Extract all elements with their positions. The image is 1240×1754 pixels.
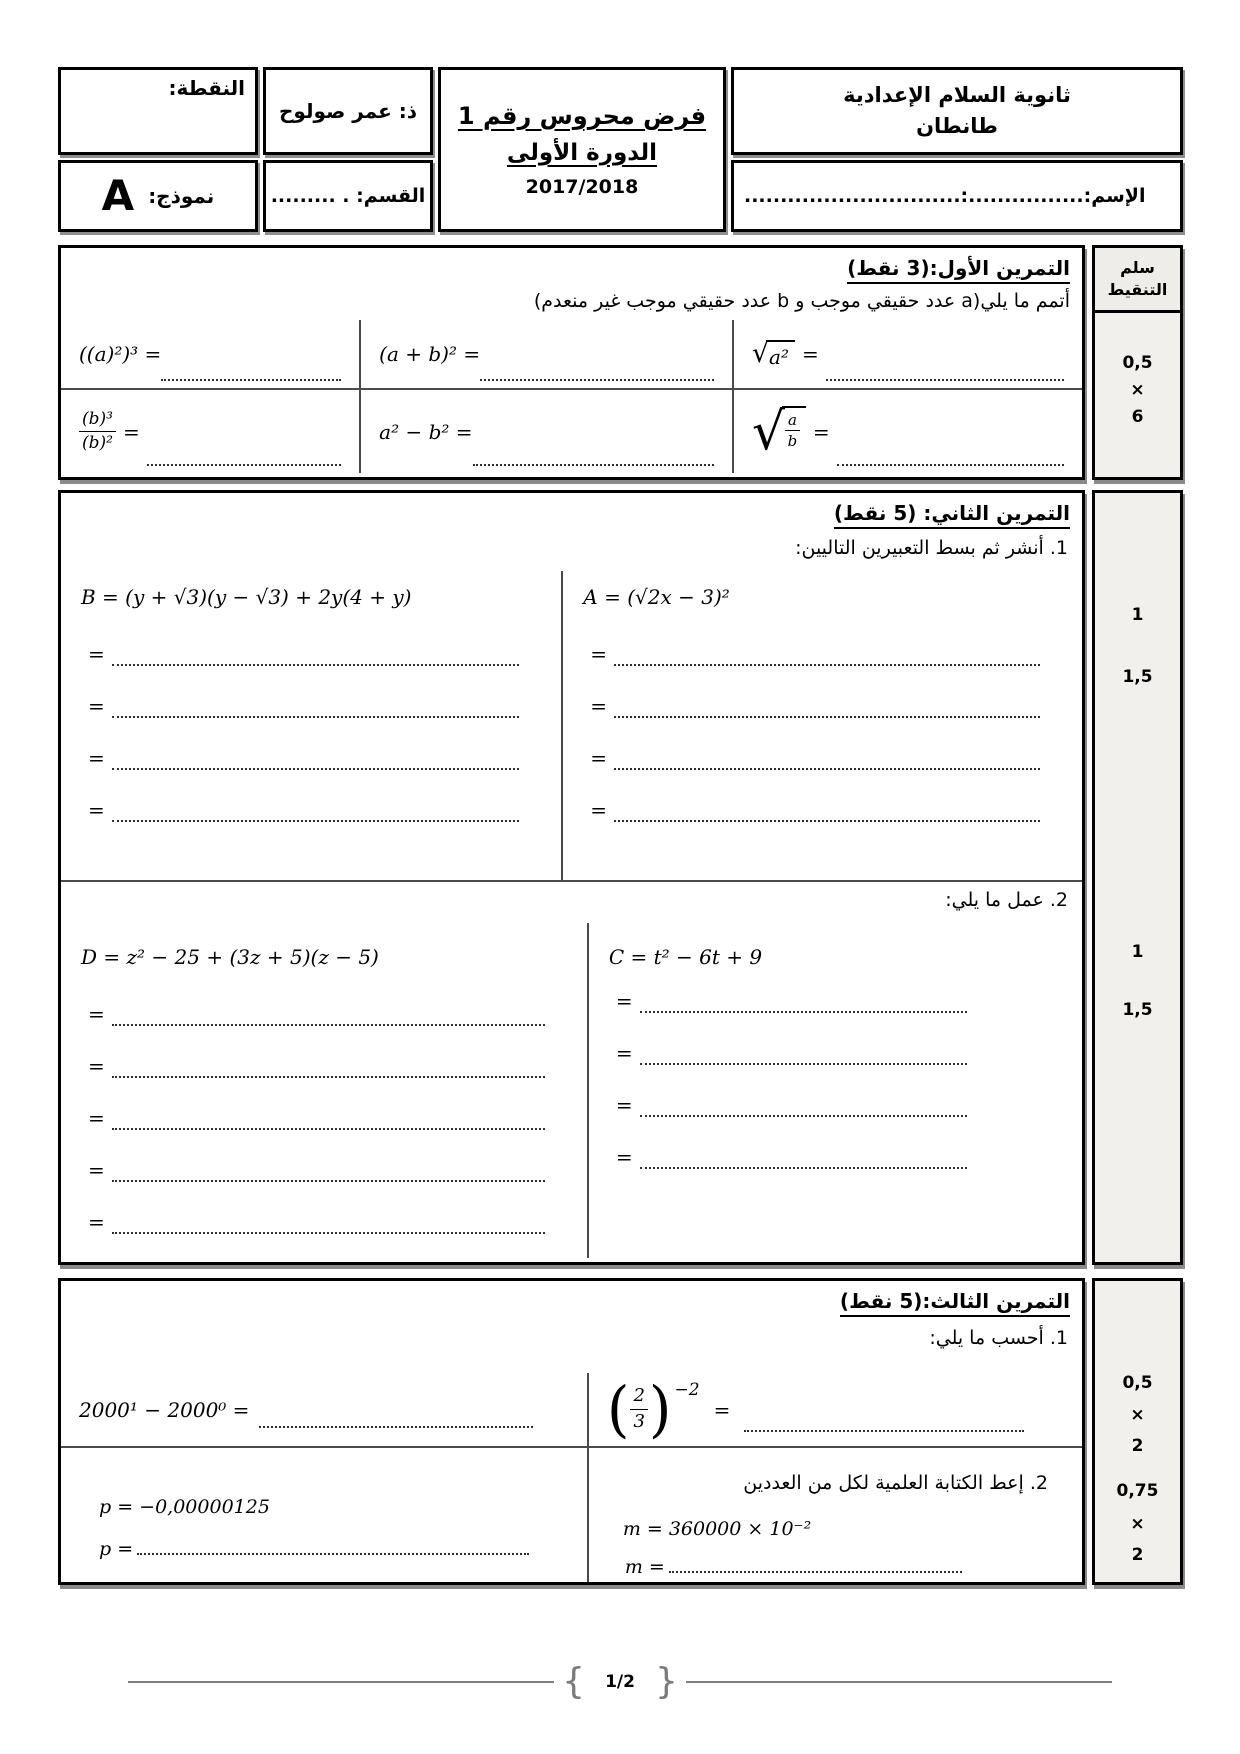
exercise-1-title: التمرين الأول:(3 نقط) [847, 256, 1070, 284]
equals-sign: = [88, 746, 105, 770]
answer-line[interactable] [609, 1041, 1062, 1072]
answer-line[interactable] [81, 1054, 567, 1085]
answer-line[interactable] [609, 989, 1062, 1020]
footer-brace-left: { [562, 1661, 586, 1702]
answer-dots[interactable] [112, 762, 520, 770]
exponent: −2 [674, 1380, 700, 1401]
model-value: A [101, 171, 135, 220]
answer-dots[interactable] [669, 1565, 962, 1573]
formula-power: ((a)²)³ = [79, 342, 162, 367]
expression-A-column [561, 571, 1082, 880]
answer-dots[interactable] [137, 1547, 529, 1555]
exercise-1-box [58, 245, 1085, 480]
p-column [61, 1446, 587, 1582]
fraction-numerator: a [785, 411, 800, 432]
answer-dots[interactable] [640, 1057, 967, 1065]
equals-sign: = [88, 798, 105, 822]
exercise-1-instruction: أتمم ما يلي(a عدد حقيقي موجب و b عدد حقيقي موجب غير منعدم) [533, 290, 1070, 312]
scale-value: 2 [1131, 1545, 1144, 1565]
answer-dots[interactable] [112, 1070, 545, 1078]
m-column [587, 1446, 1082, 1582]
answer-dots[interactable] [112, 710, 520, 718]
equals-sign: = [88, 694, 105, 718]
scale-value: 1,5 [1122, 667, 1153, 687]
equals-sign: = [615, 1093, 633, 1117]
answer-line[interactable] [583, 746, 1062, 777]
answer-dots[interactable] [480, 373, 714, 381]
radicand [782, 406, 806, 452]
class-label: القسم: . ......... [270, 185, 426, 207]
equals-sign: = [590, 642, 608, 666]
expression-B: B = (y + √3)(y − √3) + 2y(4 + y) [81, 585, 412, 609]
answer-line[interactable] [81, 1106, 567, 1137]
formula-cell[interactable] [734, 390, 1082, 473]
page-footer [128, 1661, 1112, 1702]
footer-brace-right: } [654, 1661, 678, 1702]
answer-dots[interactable] [614, 658, 1040, 666]
answer-dots[interactable] [826, 373, 1064, 381]
fraction-numerator: 2 [630, 1385, 647, 1410]
exam-title-cell [438, 67, 726, 232]
answer-dots[interactable] [112, 1226, 545, 1234]
answer-line[interactable] [609, 1145, 1062, 1176]
equals-sign: = [812, 419, 830, 444]
scale-value: 6 [1131, 407, 1144, 427]
equals-sign: = [615, 1145, 633, 1169]
multiply-sign: × [1130, 380, 1145, 400]
multiply-sign: × [1130, 1514, 1145, 1534]
footer-rule-left [128, 1681, 554, 1683]
answer-line[interactable] [625, 1556, 962, 1578]
formula-cell[interactable] [734, 320, 1082, 390]
equals-sign: = [713, 1397, 731, 1422]
answer-dots[interactable] [112, 1122, 545, 1130]
answer-dots[interactable] [112, 658, 520, 666]
exercise-3-row [58, 1278, 1183, 1585]
equals-sign: = [615, 989, 633, 1013]
sqrt-a2-formula [751, 337, 795, 369]
answer-dots[interactable] [112, 814, 520, 822]
radical-sign: √ [751, 337, 770, 369]
school-name-cell [731, 67, 1183, 155]
exam-title: فرض محروس رقم 1 [457, 101, 707, 130]
scale-value: 2 [1131, 1436, 1144, 1456]
scale-column-ex1 [1092, 245, 1183, 480]
answer-dots[interactable] [112, 1174, 545, 1182]
answer-line[interactable] [81, 694, 541, 725]
expand-simplify-block [61, 571, 1082, 880]
p-given: p = −0,00000125 [99, 1496, 270, 1518]
equals-sign: = [88, 1158, 105, 1182]
multiply-sign: × [1130, 1405, 1145, 1425]
equals-sign: = [590, 694, 608, 718]
exercise-3-question-1: 1. أحسب ما يلي: [929, 1327, 1068, 1349]
student-name-field[interactable] [731, 160, 1183, 232]
radical-sign: √ [751, 401, 785, 462]
school-name-line2: طانطان [916, 114, 998, 138]
scale-ex1-values [1095, 313, 1180, 427]
answer-line[interactable] [99, 1538, 529, 1560]
school-name-line1: ثانوية السلام الإعدادية [843, 82, 1071, 107]
fraction-b3-b2 [79, 409, 116, 455]
answer-dots[interactable] [640, 1161, 967, 1169]
answer-dots[interactable] [473, 458, 714, 466]
model-cell [58, 160, 258, 232]
sqrt-a-over-b-formula [751, 401, 806, 462]
class-field[interactable] [263, 160, 433, 232]
powers-formula: 2000¹ − 2000⁰ = [79, 1397, 250, 1422]
calculation-block [61, 1373, 1082, 1446]
formula-cell[interactable] [61, 320, 361, 390]
answer-dots[interactable] [614, 814, 1040, 822]
equals-sign: = [88, 1106, 105, 1130]
page-number: 1/2 [605, 1672, 635, 1693]
exercise-2-question-2: 2. عمل ما يلي: [945, 889, 1068, 911]
answer-dots[interactable] [112, 1018, 545, 1026]
answer-dots[interactable] [837, 458, 1064, 466]
exercise-3-question-2: 2. إعط الكتابة العلمية لكل من العددين [743, 1472, 1048, 1494]
footer-rule-right [686, 1681, 1112, 1683]
exercise-3-box [58, 1278, 1085, 1585]
scale-value: 0,75 [1116, 1481, 1159, 1501]
scientific-notation-block [61, 1446, 1082, 1582]
expression-C: C = t² − 6t + 9 [608, 945, 763, 969]
exercise-3-title: التمرين الثالث:(5 نقط) [840, 1289, 1070, 1317]
expression-B-column [61, 571, 561, 880]
equals-sign: = [88, 1210, 105, 1234]
answer-dots[interactable] [259, 1420, 532, 1428]
p-answer-label: p = [99, 1538, 134, 1560]
equals-sign: = [122, 419, 140, 444]
answer-line[interactable] [81, 746, 541, 777]
section-divider [61, 880, 1082, 882]
header [58, 67, 1183, 232]
scale-value: 1 [1131, 605, 1144, 625]
teacher-name: ذ: عمر صولوح [278, 99, 418, 123]
scale-column-ex2 [1092, 490, 1183, 1265]
calc-left-cell[interactable] [61, 1373, 587, 1446]
exercise-1-formula-table [61, 320, 1082, 473]
scale-header-line1: سلم [1120, 258, 1155, 278]
grade-field[interactable] [58, 67, 258, 155]
factorize-block [61, 923, 1082, 1258]
equals-sign: = [802, 342, 819, 367]
answer-dots[interactable] [614, 762, 1040, 770]
formula-cell[interactable] [361, 390, 734, 473]
equals-sign: = [615, 1041, 633, 1065]
exercise-2-row [58, 490, 1183, 1265]
answer-line[interactable] [583, 642, 1062, 673]
answer-line[interactable] [81, 798, 541, 829]
scale-value: 1,5 [1122, 1000, 1153, 1020]
answer-dots[interactable] [744, 1424, 1024, 1432]
radicand: a² [766, 340, 795, 369]
expression-C-column [587, 923, 1082, 1258]
answer-line[interactable] [81, 1002, 567, 1033]
scale-header-line2: التنقيط [1107, 280, 1168, 299]
scale-header [1095, 248, 1180, 313]
formula-square-sum: (a + b)² = [379, 342, 481, 367]
grade-label: النقطة: [168, 76, 245, 100]
expression-A: A = (√2x − 3)² [583, 585, 730, 609]
m-given: m = 360000 × 10⁻² [622, 1518, 812, 1540]
scale-value: 0,5 [1122, 1373, 1153, 1393]
scale-column-ex3 [1092, 1278, 1183, 1585]
equals-sign: = [88, 1054, 105, 1078]
answer-line[interactable] [81, 1210, 567, 1241]
equals-sign: = [88, 1002, 105, 1026]
expression-D: D = z² − 25 + (3z + 5)(z − 5) [81, 945, 379, 969]
answer-line[interactable] [81, 1158, 567, 1189]
fraction-denominator: b [787, 432, 798, 451]
calc-right-cell[interactable] [587, 1373, 1082, 1446]
equals-sign: = [590, 798, 608, 822]
teacher-cell [263, 67, 433, 155]
formula-cell[interactable] [361, 320, 734, 390]
formula-cell[interactable] [61, 390, 361, 473]
answer-dots[interactable] [640, 1109, 967, 1117]
formula-diff-squares: a² − b² = [379, 419, 473, 444]
exam-year: 2017/2018 [525, 175, 639, 198]
exercise-2-box [58, 490, 1085, 1265]
name-label: الإسم:................:.............................. [744, 185, 1146, 207]
exercise-1-row [58, 245, 1183, 480]
answer-line[interactable] [583, 798, 1062, 829]
model-label: نموذج: [148, 184, 215, 208]
answer-dots[interactable] [161, 373, 341, 381]
exam-term: الدورة الأولى [506, 139, 658, 166]
expression-D-column [61, 923, 587, 1258]
fraction-denominator: 3 [633, 1410, 645, 1432]
answer-dots[interactable] [147, 458, 341, 466]
fraction-numerator: (b)³ [79, 409, 116, 432]
answer-line[interactable] [583, 694, 1062, 725]
scale-value: 1 [1131, 942, 1144, 962]
open-paren: ( [606, 1373, 630, 1445]
answer-line[interactable] [81, 642, 541, 673]
m-answer-label: m = [624, 1556, 665, 1578]
scale-value: 0,5 [1122, 353, 1153, 373]
exercise-2-question-1: 1. أنشر ثم بسط التعبيرين التاليين: [795, 537, 1068, 559]
answer-dots[interactable] [640, 1005, 967, 1013]
exercise-2-title: التمرين الثاني: (5 نقط) [834, 501, 1070, 529]
fraction-denominator: (b)² [82, 433, 113, 454]
equals-sign: = [88, 642, 105, 666]
answer-dots[interactable] [614, 710, 1040, 718]
equals-sign: = [590, 746, 608, 770]
fraction-power-formula [606, 1373, 700, 1445]
close-paren: ) [648, 1373, 672, 1445]
answer-line[interactable] [609, 1093, 1062, 1124]
